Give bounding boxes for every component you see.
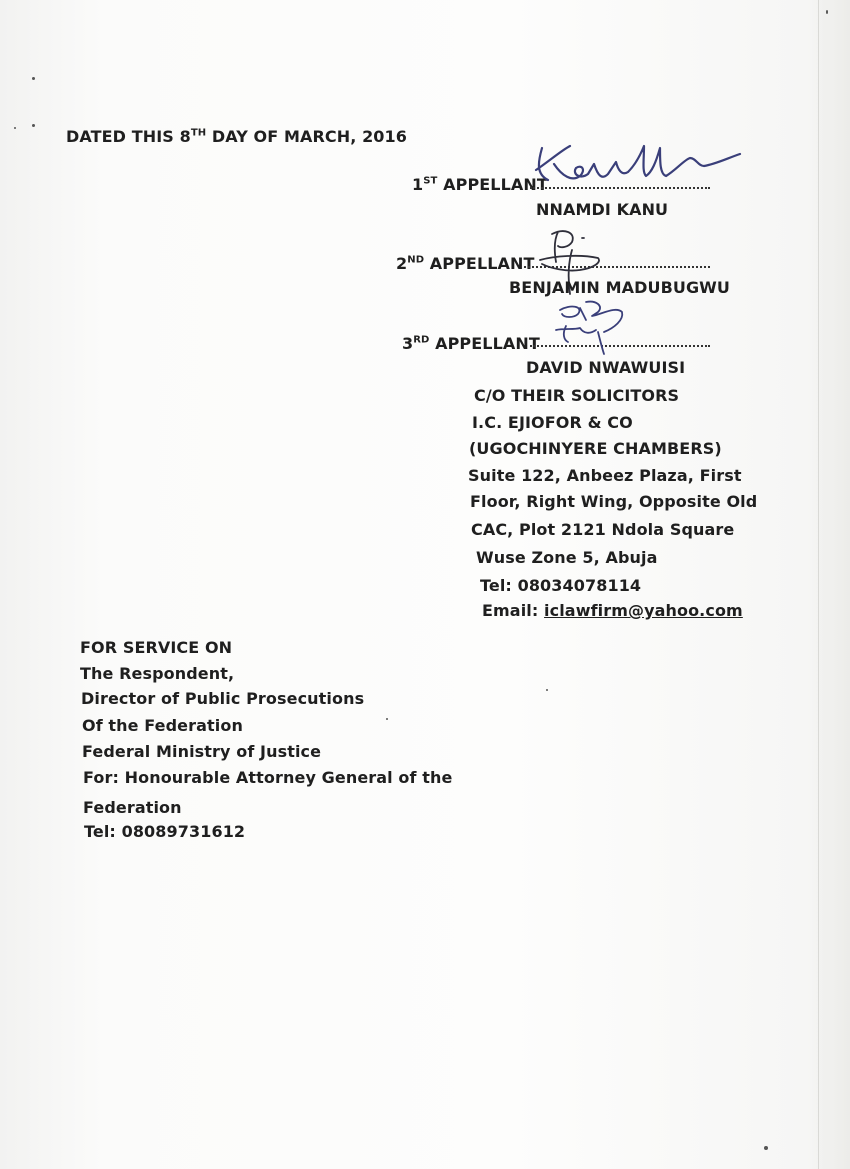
page-edge-shadow — [816, 0, 850, 1169]
service-line: The Respondent, — [80, 664, 235, 683]
service-line: Federal Ministry of Justice — [82, 742, 322, 761]
service-line: For: Honourable Attorney General of the — [83, 768, 453, 787]
dated-line — [66, 127, 407, 147]
appellant-3-label — [402, 334, 540, 354]
service-phone: Tel: 08089731612 — [84, 822, 246, 841]
solicitors-line: (UGOCHINYERE CHAMBERS) — [469, 439, 722, 458]
appellant-2-name: BENJAMIN MADUBUGWU — [509, 278, 731, 297]
appellant-2-word: APPELLANT — [424, 254, 535, 273]
solicitors-line: Suite 122, Anbeez Plaza, First — [468, 466, 742, 485]
appellant-1-number: 1 — [412, 175, 424, 194]
page-edge-line — [818, 0, 819, 1169]
appellant-3-superscript: RD — [413, 334, 430, 346]
solicitors-line: C/O THEIR SOLICITORS — [474, 386, 680, 405]
appellant-1-superscript: ST — [423, 175, 438, 187]
appellant-3-name: DAVID NWAWUISI — [526, 358, 686, 377]
appellant-2-superscript: ND — [407, 254, 425, 266]
email-link[interactable]: iclawfirm@yahoo.com — [544, 601, 743, 620]
solicitors-email-line — [482, 601, 743, 621]
dated-prefix: DATED THIS 8 — [66, 127, 191, 146]
appellant-2-number: 2 — [396, 254, 408, 273]
service-line: Director of Public Prosecutions — [81, 689, 365, 708]
service-heading: FOR SERVICE ON — [80, 638, 233, 657]
dated-suffix: DAY OF MARCH, 2016 — [206, 127, 408, 146]
service-line: Federation — [83, 798, 182, 817]
scan-speck — [546, 689, 548, 691]
appellant-1-signature — [528, 140, 748, 195]
scan-speck — [826, 10, 828, 14]
scan-speck — [386, 718, 388, 720]
solicitors-line: CAC, Plot 2121 Ndola Square — [471, 520, 735, 539]
solicitors-phone: Tel: 08034078114 — [480, 576, 642, 595]
solicitors-line: Wuse Zone 5, Abuja — [476, 548, 658, 567]
appellant-1-word: APPELLANT — [437, 175, 548, 194]
appellant-1-name: NNAMDI KANU — [536, 200, 669, 219]
solicitors-line: I.C. EJIOFOR & CO — [472, 413, 633, 432]
solicitors-line: Floor, Right Wing, Opposite Old — [470, 492, 758, 511]
service-line: Of the Federation — [82, 716, 243, 735]
scan-speck — [32, 77, 35, 80]
appellant-2-label — [396, 254, 535, 274]
dated-superscript: TH — [190, 127, 207, 139]
appellant-3-number: 3 — [402, 334, 414, 353]
email-label: Email: — [482, 601, 545, 620]
appellant-3-signature — [540, 298, 630, 356]
appellant-3-word: APPELLANT — [429, 334, 540, 353]
scan-speck — [764, 1146, 768, 1150]
scan-speck — [32, 124, 35, 127]
scan-speck — [14, 127, 16, 129]
